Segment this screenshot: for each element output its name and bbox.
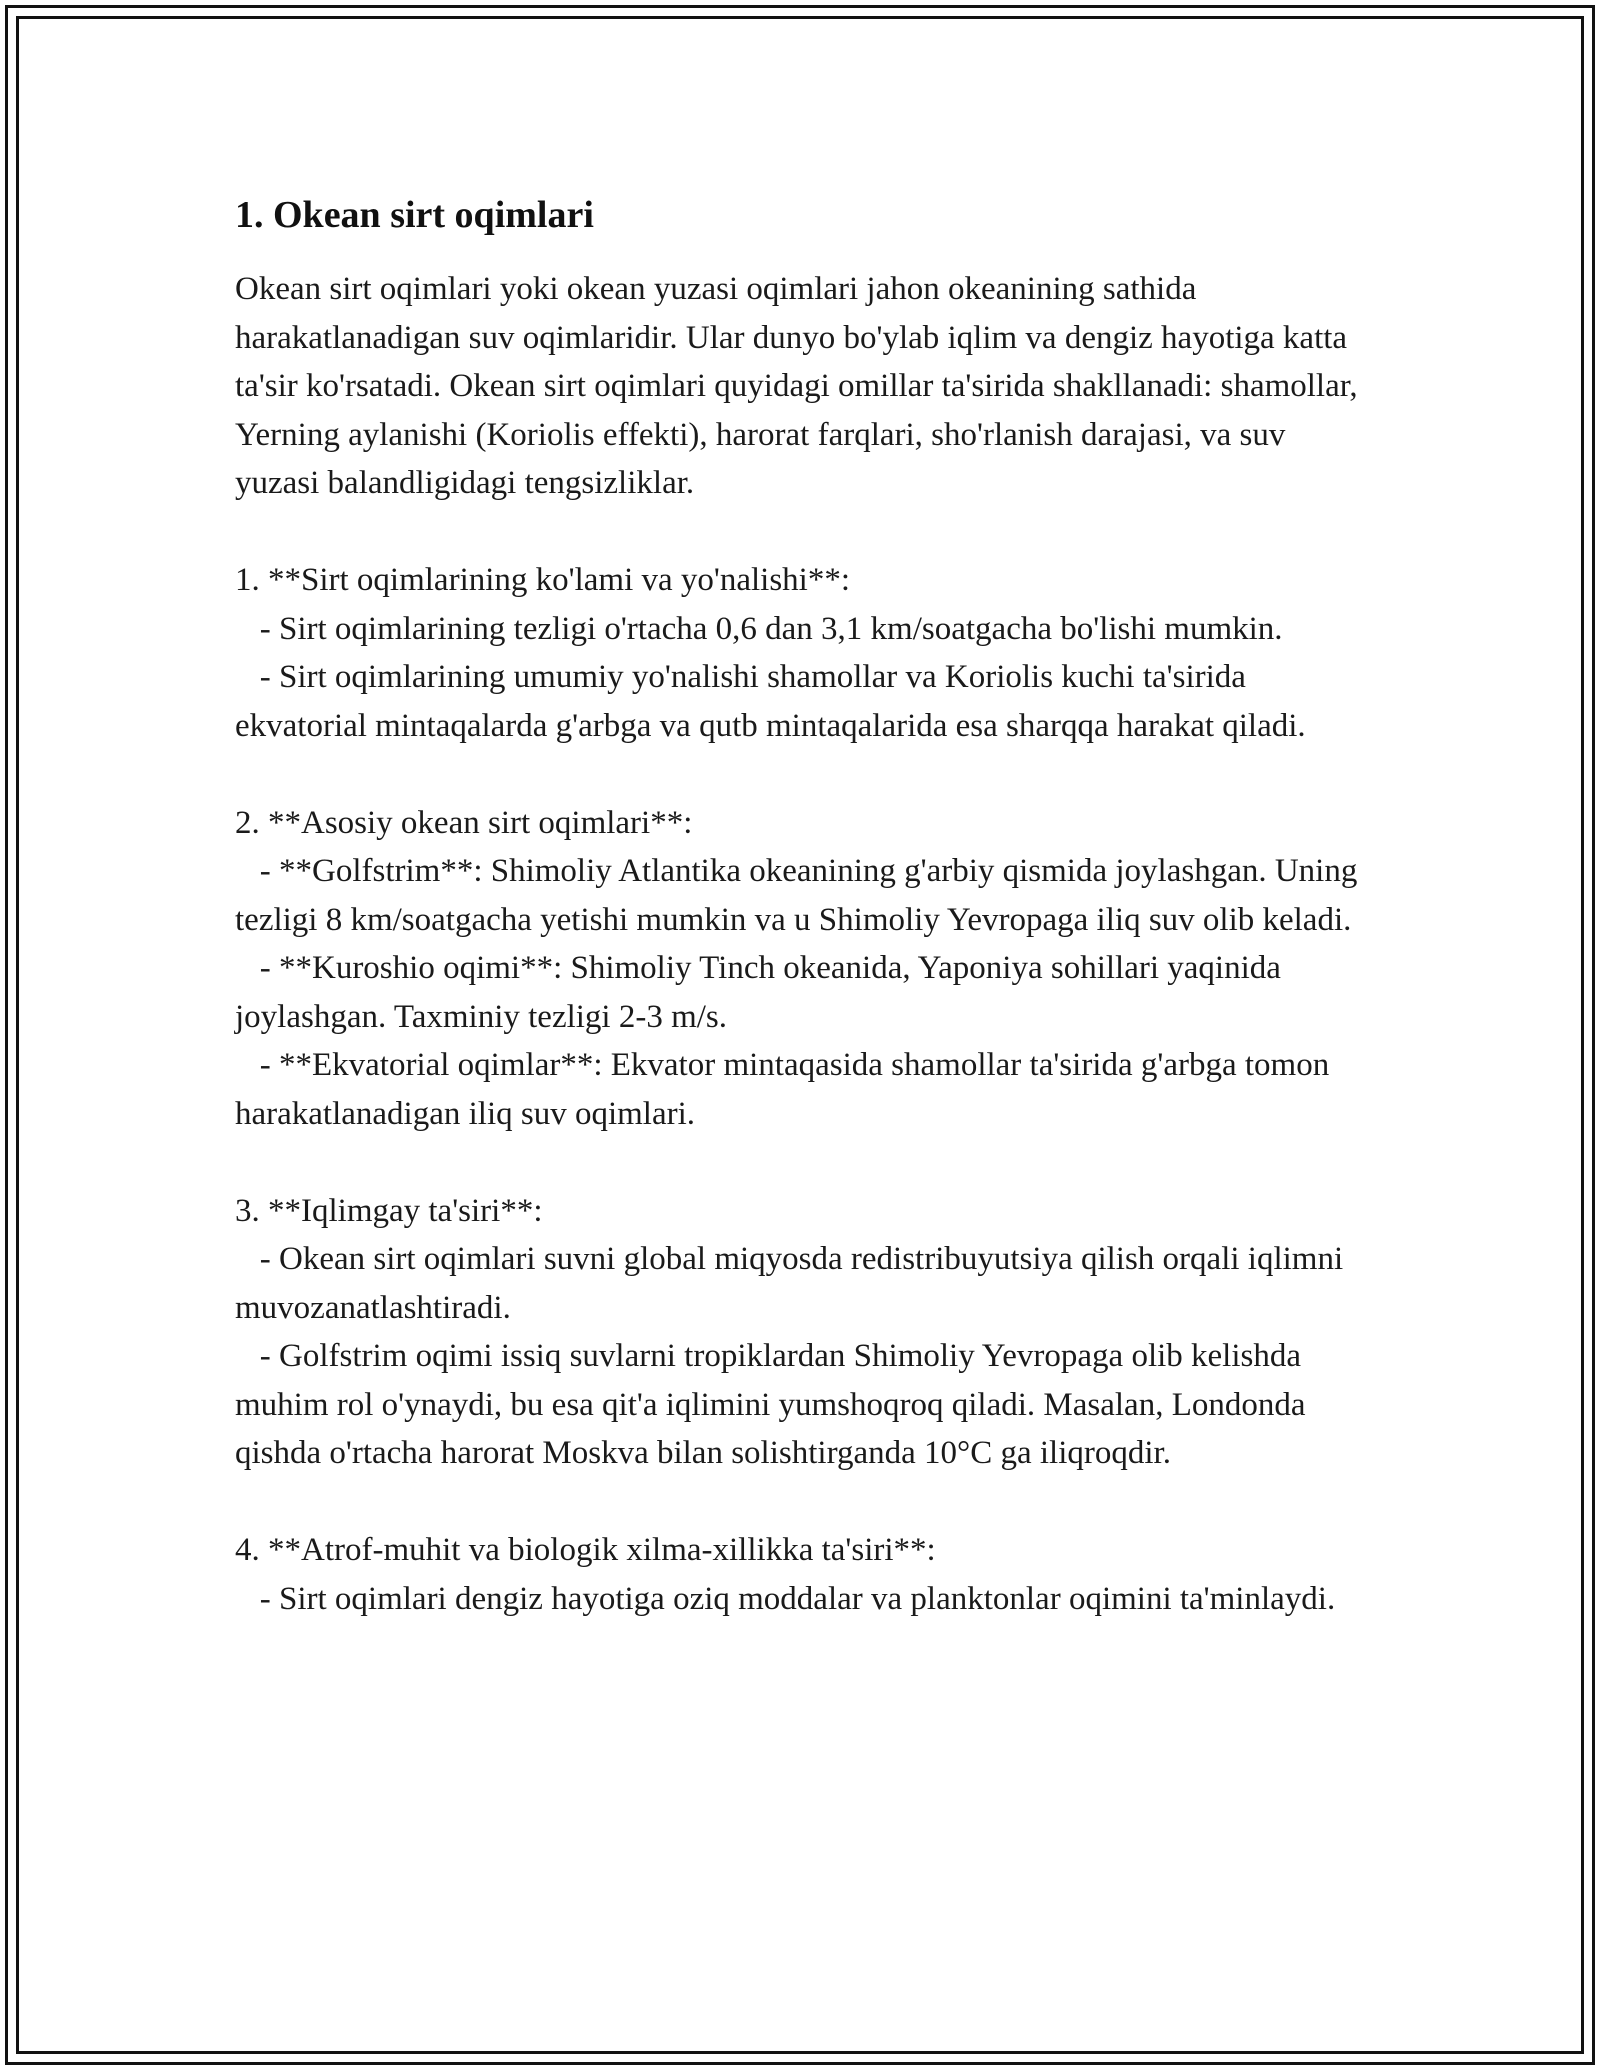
spacer [235,750,1375,799]
section-1 [235,556,1375,750]
document-title: 1. Okean sirt oqimlari [235,194,594,236]
intro-paragraph: Okean sirt oqimlari yoki okean yuzasi oqimlari jahon okeanining sathida harakatlanadigan suv oqimlaridir. Ular dunyo bo'ylab iqlim va dengiz hayotiga katta ta'sir ko'rsatadi. Okean sirt oqimlari quyidagi omillar ta'sirida shakllanadi: shamollar, Yerning aylanishi (Koriolis effekti), harorat farqlari, sho'rlanish darajasi, va suv yuzasi balandligidagi tengsizliklar. [235,271,1365,501]
list-item: - Sirt oqimlari dengiz hayotiga oziq moddalar va planktonlar oqimini ta'minlaydi. [235,1580,1336,1617]
list-item: - Okean sirt oqimlari suvni global miqyosda redistribuyutsiya qilish orqali iqlimni muvozanatlashtiradi. [235,1241,1352,1326]
section-heading: 4. **Atrof-muhit va biologik xilma-xillikka ta'siri**: [235,1532,936,1568]
section-4 [235,1526,1375,1623]
list-item: - Golfstrim oqimi issiq suvlarni tropiklardan Shimoliy Yevropaga olib kelishda muhim rol o'ynaydi, bu esa qit'a iqlimini yumshoqroq qiladi. Masalan, Londonda qishda o'rtacha harorat Moskva bilan solishtirganda 10°C ga iliqroqdir. [235,1338,1314,1471]
section-2 [235,799,1375,1139]
list-item: - **Kuroshio oqimi**: Shimoliy Tinch okeanida, Yaponiya sohillari yaqinida joylashgan. Taxminiy tezligi 2-3 m/s. [235,950,1290,1035]
section-3 [235,1187,1375,1478]
list-item: - Sirt oqimlarining umumiy yo'nalishi shamollar va Koriolis kuchi ta'sirida ekvatorial mintaqalarda g'arbga va qutb mintaqalarida esa sharqqa harakat qiladi. [235,659,1306,744]
list-item: - **Golfstrim**: Shimoliy Atlantika okeanining g'arbiy qismida joylashgan. Uning tezligi 8 km/soatgacha yetishi mumkin va u Shimoliy Yevropaga iliq suv olib keladi. [235,853,1366,938]
spacer [235,1138,1375,1187]
document-body [235,185,1375,1623]
section-heading: 3. **Iqlimgay ta'siri**: [235,1192,543,1229]
spacer [235,508,1375,557]
list-item: - Sirt oqimlarining tezligi o'rtacha 0,6 dan 3,1 km/soatgacha bo'lishi mumkin. [235,610,1283,647]
section-heading: 1. **Sirt oqimlarining ko'lami va yo'nalishi**: [235,562,851,598]
section-heading: 2. **Asosiy okean sirt oqimlari**: [235,804,693,841]
list-item: - **Ekvatorial oqimlar**: Ekvator mintaqasida shamollar ta'sirida g'arbga tomon harakatlanadigan iliq suv oqimlari. [235,1047,1338,1132]
spacer [235,1478,1375,1527]
